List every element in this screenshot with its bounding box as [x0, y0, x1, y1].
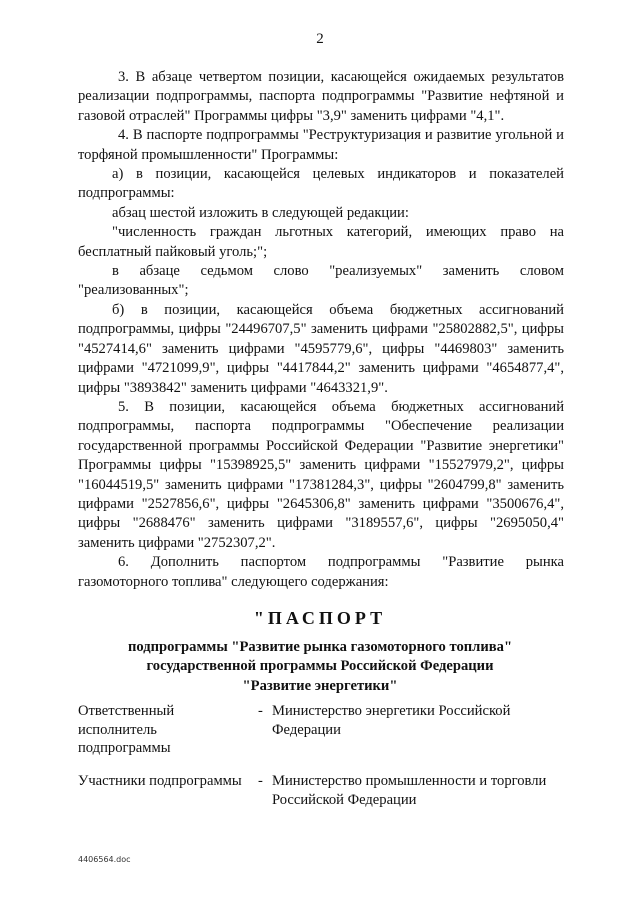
- paragraph-6: 6. Дополнить паспортом подпрограммы "Развитие рынка газомоторного топлива" следующего содержания:: [78, 554, 564, 590]
- passport-subtitle-line-3: "Развитие энергетики": [242, 677, 398, 694]
- paragraph-4a-quote: "численность граждан льготных категорий, имеющих право на бесплатный пайковый уголь;";: [78, 224, 564, 260]
- passport-subtitle: [0, 638, 640, 696]
- amendment-text: [78, 68, 564, 592]
- passport-subtitle-line-2: государственной программы Российской Федерации: [146, 658, 494, 675]
- paragraph-3: 3. В абзаце четвертом позиции, касающейся ожидаемых результатов реализации подпрограммы, паспорта подпрограммы "Развитие нефтяной и газовой отраслей" Программы цифры "3,9" заменить цифрами "4,1".: [78, 69, 564, 124]
- row-dash: -: [258, 703, 263, 719]
- row-label: Ответственный исполнитель подпрограммы: [78, 703, 175, 756]
- passport-subtitle-line-1: подпрограммы "Развитие рынка газомоторного топлива": [127, 639, 513, 655]
- paragraph-4b: б) в позиции, касающейся объема бюджетных ассигнований подпрограммы, цифры "24496707,5" заменить цифрами "25802882,5", цифры "4527414,6" заменить цифрами "4595779,6", цифры "4469803" заменить цифрами "4721099,9", цифры "4417844,2" заменить цифрами "4654877,4", цифры "3893842" заменить цифрами "4643321,9".: [78, 301, 564, 396]
- paragraph-4: 4. В паспорте подпрограммы "Реструктуризация и развитие угольной и торфяной промышленности" Программы:: [78, 127, 564, 163]
- page-number: 2: [316, 31, 324, 47]
- paragraph-4a-replace: в абзаце седьмом слово "реализуемых" заменить словом "реализованных";: [78, 263, 564, 299]
- paragraph-4a-intro: абзац шестой изложить в следующей редакции:: [112, 204, 409, 221]
- row-dash: -: [258, 773, 263, 789]
- row-value: Министерство энергетики Российской Федерации: [272, 703, 511, 738]
- row-value: Министерство промышленности и торговли Российской Федерации: [272, 773, 547, 808]
- row-label: Участники подпрограммы: [78, 773, 242, 789]
- passport-title: "ПАСПОРТ: [253, 608, 387, 628]
- paragraph-5: 5. В позиции, касающейся объема бюджетных ассигнований подпрограммы, паспорта подпрограммы "Обеспечение реализации государственной программы Российской Федерации "Развитие энергетики" Программы цифры "15398925,5" заменить цифрами "15527979,2", цифры "16044519,5" заменить цифрами "17381284,3", цифры "2604799,8" заменить цифрами "2527856,6", цифры "2645306,8" заменить цифрами "3500676,4", цифры "2688476" заменить цифрами "3189557,6", цифры "2695050,4" заменить цифрами "2752307,2".: [78, 398, 564, 551]
- document-file-code: 4406564.doc: [78, 855, 131, 864]
- paragraph-4a: а) в позиции, касающейся целевых индикаторов и показателей подпрограммы:: [78, 166, 564, 202]
